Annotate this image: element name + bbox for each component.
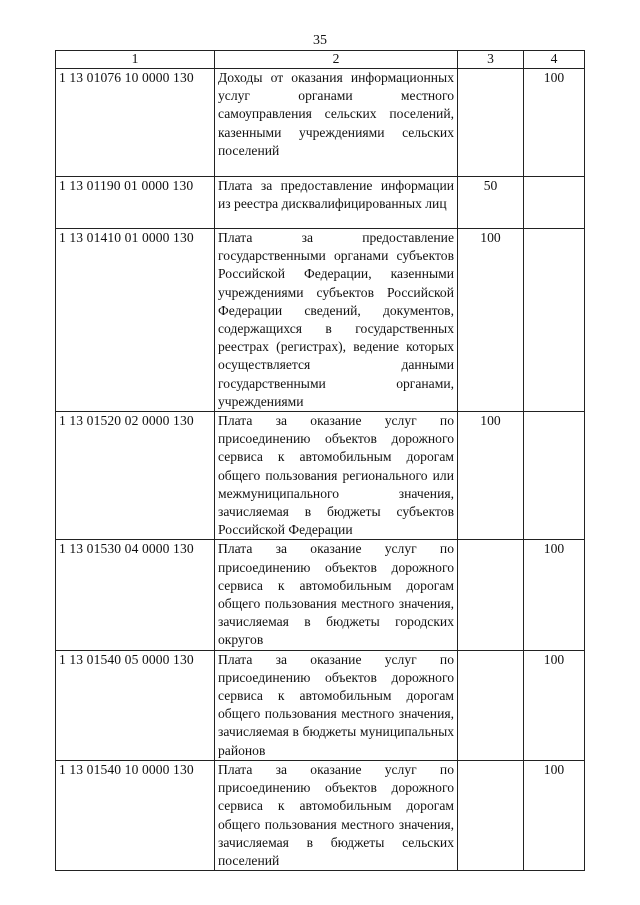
value-col3: 50 — [458, 177, 524, 229]
revenue-description: Плата за предоставление информации из реестра дисквалифицированных лиц — [215, 177, 458, 229]
budget-classification-code: 1 13 01540 05 0000 130 — [56, 650, 215, 760]
value-col4 — [524, 229, 585, 412]
table-row — [56, 412, 585, 540]
revenue-codes-table — [55, 50, 585, 871]
revenue-description: Плата за оказание услуг по присоединению объектов дорожного сервиса к автомобильным дорогам общего пользования регионального или межмуниципального значения, зачисляемая в бюджеты субъектов Российской Федерации — [215, 412, 458, 540]
revenue-description: Плата за оказание услуг по присоединению объектов дорожного сервиса к автомобильным дорогам общего пользования местного значения, зачисляемая в бюджеты сельских поселений — [215, 760, 458, 870]
column-header-2: 2 — [215, 51, 458, 69]
budget-classification-code: 1 13 01190 01 0000 130 — [56, 177, 215, 229]
budget-classification-code: 1 13 01076 10 0000 130 — [56, 69, 215, 177]
value-col3 — [458, 760, 524, 870]
table-header-row — [56, 51, 585, 69]
table-row — [56, 69, 585, 177]
table-row — [56, 229, 585, 412]
value-col3: 100 — [458, 412, 524, 540]
value-col4: 100 — [524, 760, 585, 870]
value-col4: 100 — [524, 540, 585, 650]
value-col4 — [524, 177, 585, 229]
revenue-description: Плата за оказание услуг по присоединению объектов дорожного сервиса к автомобильным дорогам общего пользования местного значения, зачисляемая в бюджеты городских округов — [215, 540, 458, 650]
value-col4: 100 — [524, 69, 585, 177]
budget-classification-code: 1 13 01410 01 0000 130 — [56, 229, 215, 412]
column-header-4: 4 — [524, 51, 585, 69]
value-col3: 100 — [458, 229, 524, 412]
budget-classification-code: 1 13 01530 04 0000 130 — [56, 540, 215, 650]
table-row — [56, 177, 585, 229]
budget-classification-code: 1 13 01520 02 0000 130 — [56, 412, 215, 540]
page-number: 35 — [313, 33, 327, 48]
value-col4 — [524, 412, 585, 540]
value-col3 — [458, 69, 524, 177]
column-header-1: 1 — [56, 51, 215, 69]
budget-classification-code: 1 13 01540 10 0000 130 — [56, 760, 215, 870]
column-header-3: 3 — [458, 51, 524, 69]
revenue-description: Плата за оказание услуг по присоединению объектов дорожного сервиса к автомобильным дорогам общего пользования местного значения, зачисляемая в бюджеты муниципальных районов — [215, 650, 458, 760]
table-row — [56, 760, 585, 870]
value-col3 — [458, 650, 524, 760]
value-col3 — [458, 540, 524, 650]
revenue-description: Доходы от оказания информационных услуг органами местного самоуправления сельских поселений, казенными учреждениями сельских поселений — [215, 69, 458, 177]
value-col4: 100 — [524, 650, 585, 760]
table-row — [56, 540, 585, 650]
table-row — [56, 650, 585, 760]
revenue-description: Плата за предоставление государственными органами субъектов Российской Федерации, казенными учреждениями субъектов Российской Федерации сведений, документов, содержащихся в государственных реестрах (регистрах), ведение которых осуществляется данными государственными органами, учреждениями — [215, 229, 458, 412]
